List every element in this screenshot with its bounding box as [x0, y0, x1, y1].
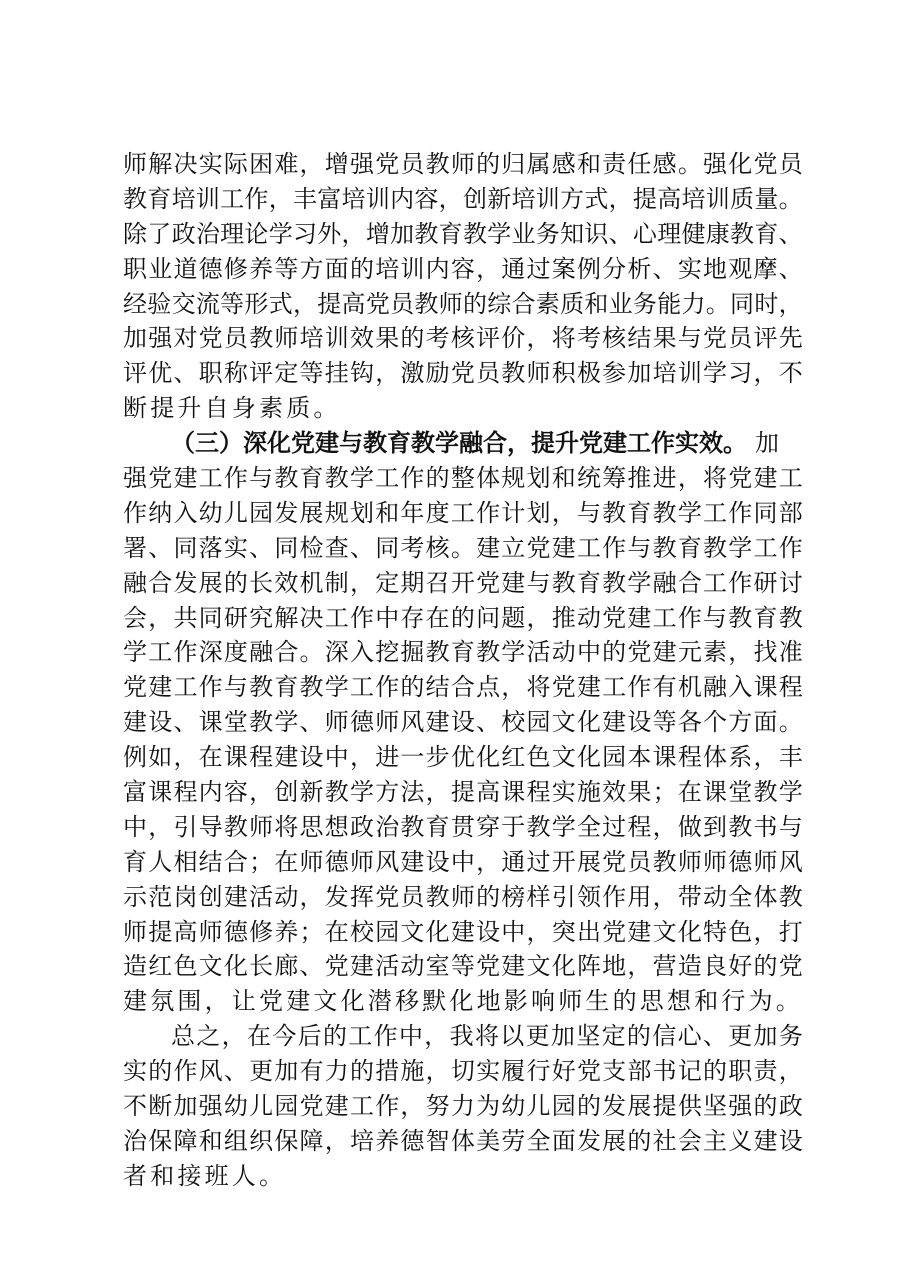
text-line: 建 设 、 课 堂 教 学 、 师 德 师 风 建 设 、 校 园 文 化 建 设 等 各 个 方 面 。	[123, 708, 803, 737]
text-line: 建氛围，让党建文化潜移默化地影响师生的思想和行为。	[123, 987, 803, 1016]
text-line: 治 保 障 和 组 织 保 障 ， 培 养 德 智 体 美 劳 全 面 发 展 的 社 会 主 义 建 设	[123, 1126, 803, 1155]
text-line: 师 提 高 师 德 修 养 ； 在 校 园 文 化 建 设 中 ， 突 出 党 建 文 化 特 色 ， 打	[123, 917, 803, 946]
text-line: 者和接班人。	[123, 1161, 287, 1190]
text-span: 加	[755, 429, 779, 458]
text-line: 师 解 决 实 际 困 难 ， 增 强 党 员 教 师 的 归 属 感 和 责 任 感 。 强 化 党 员	[123, 150, 803, 178]
text-line: 断提升自身素质。	[123, 394, 341, 423]
text-line: 例 如 ， 在 课 程 建 设 中 ， 进 一 步 优 化 红 色 文 化 园 本 课 程 体 系 ， 丰	[123, 743, 803, 772]
text-line: 教 育 培 训 工 作 ， 丰 富 培 训 内 容 ， 创 新 培 训 方 式 ， 提 高 培 训 质 量 。	[123, 184, 803, 213]
text-line: 经 验 交 流 等 形 式 ， 提 高 党 员 教 师 的 综 合 素 质 和 业 务 能 力 。 同 时 ，	[123, 289, 803, 318]
text-line: 融 合 发 展 的 长 效 机 制 ， 定 期 召 开 党 建 与 教 育 教 学 融 合 工 作 研 讨	[123, 568, 803, 597]
text-line: 加 强 对 党 员 教 师 培 训 效 果 的 考 核 评 价 ， 将 考 核 结 果 与 党 员 评 先	[123, 324, 803, 353]
document-body	[123, 147, 803, 1194]
text-line: 党 建 工 作 与 教 育 教 学 工 作 的 结 合 点 ， 将 党 建 工 作 有 机 融 入 课 程	[123, 673, 803, 702]
text-line: 除 了 政 治 理 论 学 习 外 ， 增 加 教 育 教 学 业 务 知 识 、 心 理 健 康 教 育 、	[123, 219, 803, 248]
section-heading: （三）深化党建与教育教学融合，提升党建工作实效。	[171, 428, 747, 458]
text-line: 富 课 程 内 容 ， 创 新 教 学 方 法 ， 提 高 课 程 实 施 效 果 ； 在 课 堂 教 学	[123, 778, 803, 807]
text-line	[123, 426, 803, 461]
text-line: 会 ， 共 同 研 究 解 决 工 作 中 存 在 的 问 题 ， 推 动 党 建 工 作 与 教 育 教	[123, 603, 803, 632]
text-line: 强 党 建 工 作 与 教 育 教 学 工 作 的 整 体 规 划 和 统 筹 推 进 ， 将 党 建 工	[123, 464, 803, 493]
text-line: 实 的 作 风 、 更 加 有 力 的 措 施 ， 切 实 履 行 好 党 支 部 书 记 的 职 责 ，	[123, 1057, 803, 1086]
text-line: 中 ， 引 导 教 师 将 思 想 政 治 教 育 贯 穿 于 教 学 全 过 程 ， 做 到 教 书 与	[123, 812, 803, 841]
text-line: 不 断 加 强 幼 儿 园 党 建 工 作 ， 努 力 为 幼 儿 园 的 发 展 提 供 坚 强 的 政	[123, 1092, 803, 1121]
text-line: 学 工 作 深 度 融 合 。 深 入 挖 掘 教 育 教 学 活 动 中 的 党 建 元 素 ， 找 准	[123, 638, 803, 667]
text-line: 示 范 岗 创 建 活 动 ， 发 挥 党 员 教 师 的 榜 样 引 领 作 用 ， 带 动 全 体 教	[123, 882, 803, 911]
text-line: 评 优 、 职 称 评 定 等 挂 钩 ， 激 励 党 员 教 师 积 极 参 加 培 训 学 习 ， 不	[123, 359, 803, 388]
text-line: 育 人 相 结 合 ； 在 师 德 师 风 建 设 中 ， 通 过 开 展 党 员 教 师 师 德 师 风	[123, 847, 803, 876]
text-line: 总 之 ， 在 今 后 的 工 作 中 ， 我 将 以 更 加 坚 定 的 信 心 、 更 加 务	[171, 1022, 803, 1051]
text-line: 作 纳 入 幼 儿 园 发 展 规 划 和 年 度 工 作 计 划 ， 与 教 育 教 学 工 作 同 部	[123, 498, 803, 527]
text-line: 造 红 色 文 化 长 廊 、 党 建 活 动 室 等 党 建 文 化 阵 地 ， 营 造 良 好 的 党	[123, 952, 803, 981]
text-line: 署 、 同 落 实 、 同 检 查 、 同 考 核 。 建 立 党 建 工 作 与 教 育 教 学 工 作	[123, 533, 803, 562]
text-line: 职 业 道 德 修 养 等 方 面 的 培 训 内 容 ， 通 过 案 例 分 析 、 实 地 观 摩 、	[123, 254, 803, 283]
